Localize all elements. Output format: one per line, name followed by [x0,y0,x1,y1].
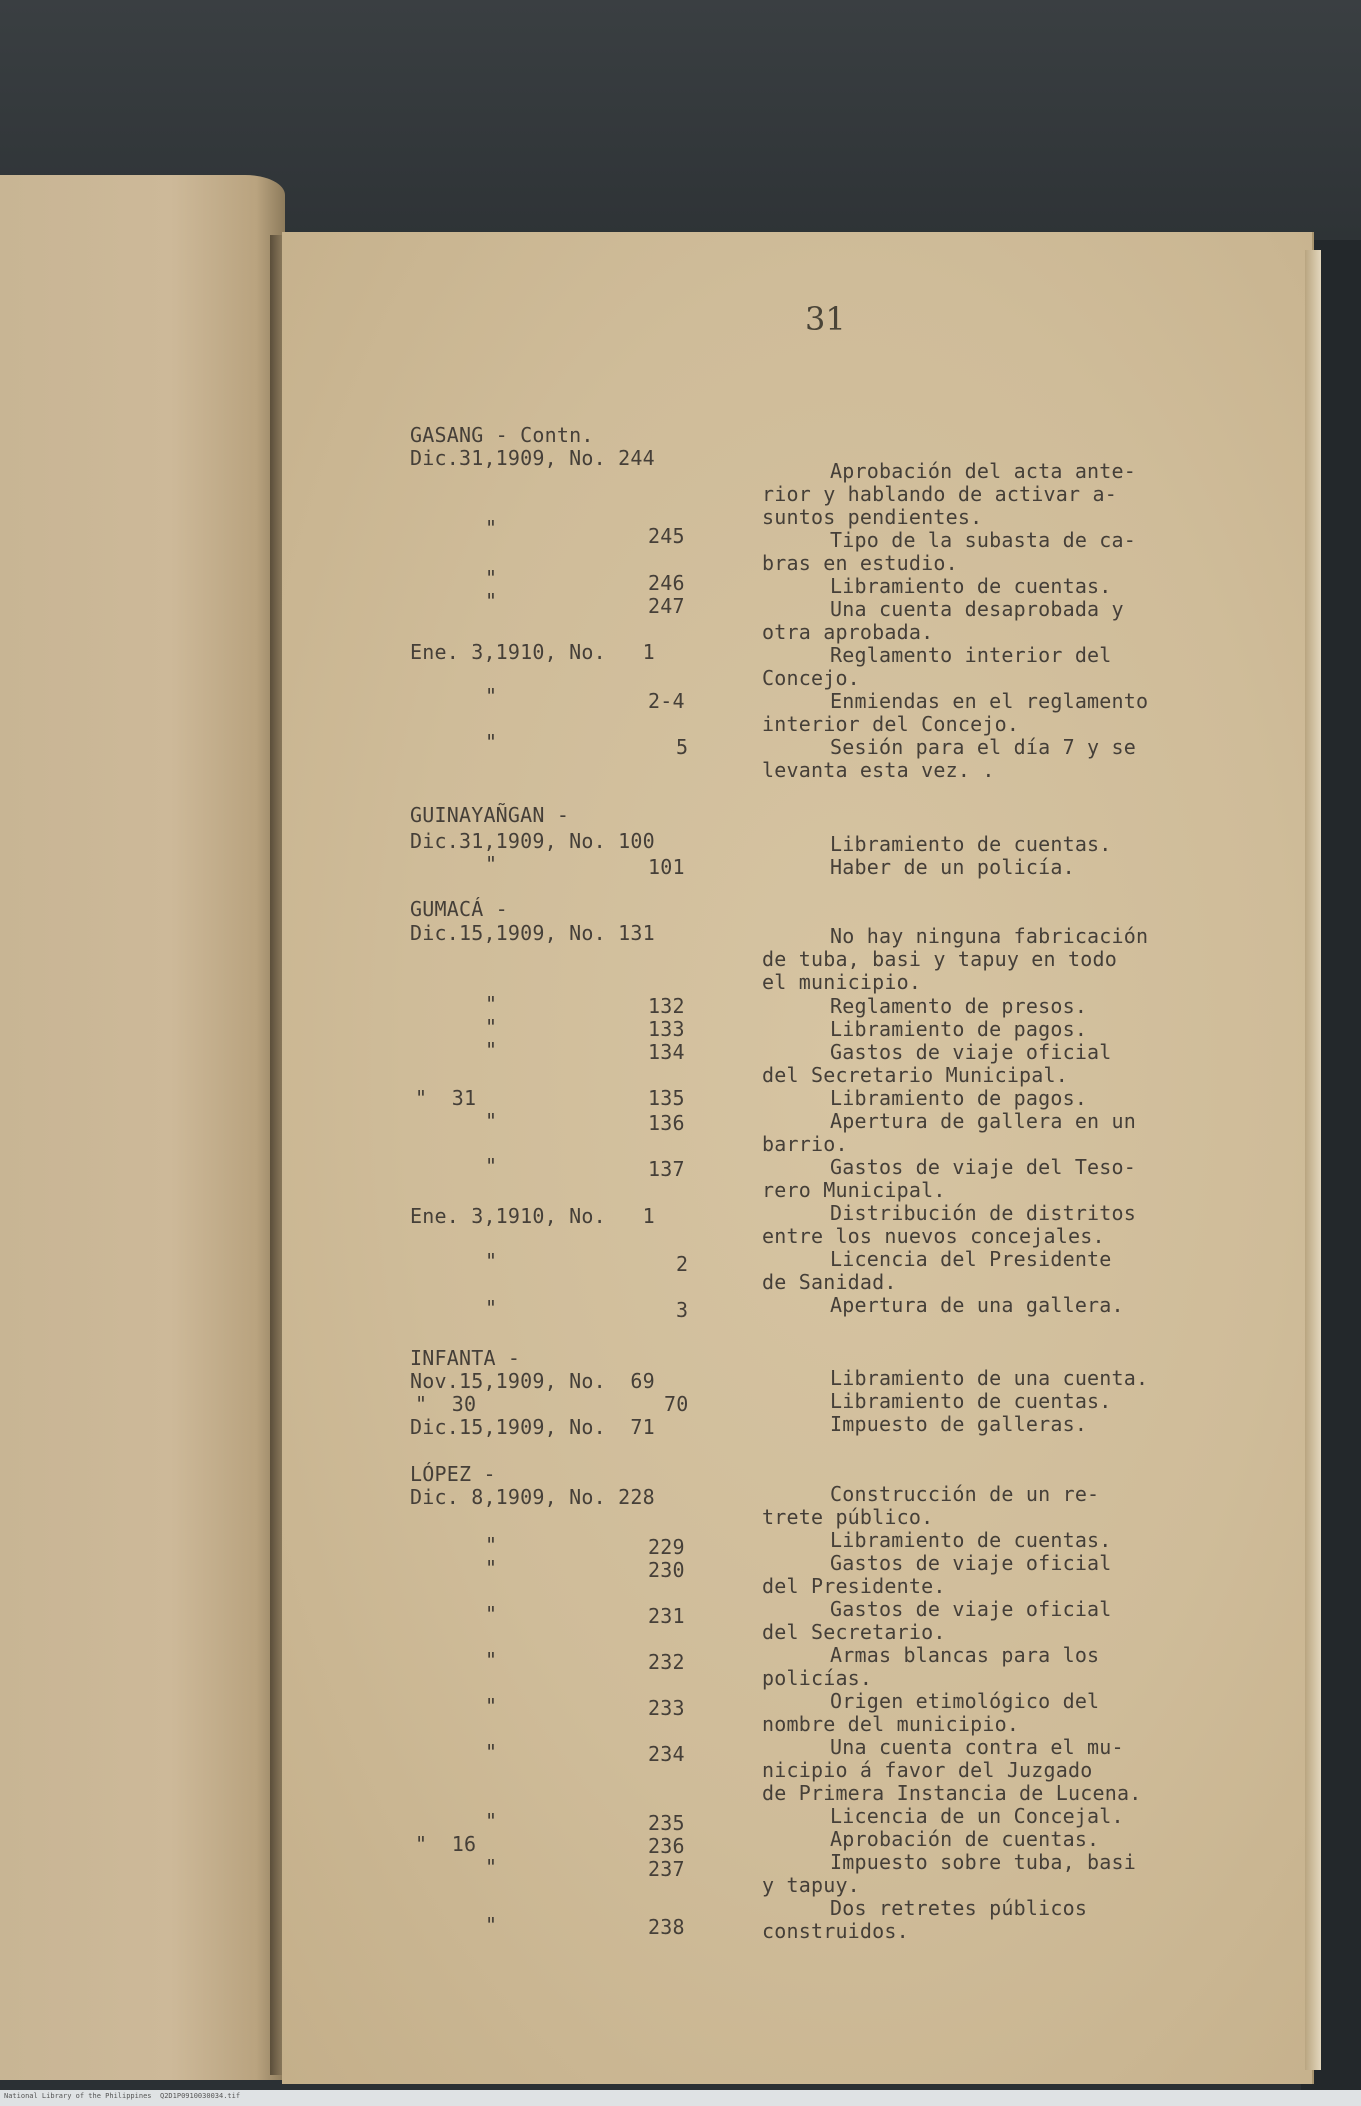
text-line: " [485,1109,498,1133]
text-line: Libramiento de pagos. [830,1086,1088,1110]
text-line: " [485,1533,498,1557]
text-line: GUMACÁ - [410,897,508,921]
text-line: Libramiento de cuentas. [830,1389,1112,1413]
text-line: " 30 [415,1392,477,1416]
text-line: rero Municipal. [762,1178,946,1202]
text-line: Una cuenta contra el mu- [830,1735,1124,1759]
text-line: Gastos de viaje oficial [830,1597,1112,1621]
text-line: Tipo de la subasta de ca- [830,528,1137,552]
text-line: 233 [648,1696,685,1720]
footer-filename: Q2D1P0910030034.tif [160,2092,241,2100]
text-line: el municipio. [762,970,922,994]
text-line: 230 [648,1558,685,1582]
text-line: 237 [648,1857,685,1881]
text-line: Dic. 8,1909, No. 228 [410,1485,655,1509]
text-line: " [485,852,498,876]
text-line: " [485,684,498,708]
text-line: trete público. [762,1505,934,1529]
text-line: Licencia de un Concejal. [830,1804,1124,1828]
text-line: Aprobación del acta ante- [830,459,1137,483]
text-line: " [485,516,498,540]
text-line: de tuba, basi y tapuy en todo [762,947,1117,971]
text-line: Aprobación de cuentas. [830,1827,1100,1851]
page-number: 31 [805,300,846,338]
text-line: " [485,1913,498,1937]
text-line: " [485,1694,498,1718]
text-line: 229 [648,1535,685,1559]
text-line: Dic.15,1909, No. 71 [410,1415,655,1439]
footer-archive-label: National Library of the Philippines [4,2092,152,2100]
text-line: Una cuenta desaprobada y [830,597,1124,621]
text-line: Dos retretes públicos [830,1896,1088,1920]
text-line: 234 [648,1742,685,1766]
text-line: Gastos de viaje oficial [830,1551,1112,1575]
text-line: Ene. 3,1910, No. 1 [410,640,655,664]
text-line: levanta esta vez. . [762,758,995,782]
text-line: 238 [648,1915,685,1939]
text-line: Libramiento de cuentas. [830,832,1112,856]
text-line: " 31 [415,1086,477,1110]
text-line: 236 [648,1834,685,1858]
text-line: " 16 [415,1832,477,1856]
text-line: interior del Concejo. [762,712,1020,736]
text-line: GASANG - Contn. [410,423,594,447]
text-line: " [485,1556,498,1580]
text-line: barrio. [762,1132,848,1156]
text-line: 137 [648,1157,685,1181]
text-line: 231 [648,1604,685,1628]
text-line: INFANTA - [410,1346,521,1370]
text-line: 2 [676,1252,689,1276]
text-line: Licencia del Presidente [830,1247,1112,1271]
text-line: " [485,1038,498,1062]
text-line: " [485,1740,498,1764]
text-line: 3 [676,1298,689,1322]
text-line: Gastos de viaje oficial [830,1040,1112,1064]
text-line: Ene. 3,1910, No. 1 [410,1204,655,1228]
text-line: Dic.15,1909, No. 131 [410,921,655,945]
text-line: 134 [648,1040,685,1064]
text-line: Impuesto de galleras. [830,1412,1088,1436]
text-line: 70 [664,1392,689,1416]
text-line: del Secretario Municipal. [762,1063,1069,1087]
text-line: " [485,992,498,1016]
text-line: Impuesto sobre tuba, basi [830,1850,1137,1874]
text-line: " [485,1809,498,1833]
text-line: Dic.31,1909, No. 100 [410,829,655,853]
text-line: entre los nuevos concejales. [762,1224,1105,1248]
text-line: " [485,1648,498,1672]
text-line: Sesión para el día 7 y se [830,735,1137,759]
text-line: Reglamento interior del [830,643,1112,667]
text-line: Origen etimológico del [830,1689,1100,1713]
text-line: 245 [648,524,685,548]
text-line: 246 [648,571,685,595]
text-line: 133 [648,1017,685,1041]
text-line: " [485,1249,498,1273]
text-line: 235 [648,1811,685,1835]
text-line: del Secretario. [762,1620,946,1644]
page-edge [1305,250,1321,2070]
text-line: nicipio á favor del Juzgado [762,1758,1093,1782]
text-line: y tapuy. [762,1873,860,1897]
text-line: Haber de un policía. [830,855,1075,879]
text-line: Reglamento de presos. [830,994,1088,1018]
text-line: " [485,1296,498,1320]
text-line: " [485,730,498,754]
text-line: construidos. [762,1919,909,1943]
text-line: bras en estudio. [762,551,958,575]
text-line: Enmiendas en el reglamento [830,689,1149,713]
text-line: " [485,1015,498,1039]
text-line: " [485,1154,498,1178]
text-line: 101 [648,855,685,879]
text-line: Libramiento de pagos. [830,1017,1088,1041]
text-line: Nov.15,1909, No. 69 [410,1369,655,1393]
text-line: " [485,566,498,590]
text-line: Distribución de distritos [830,1201,1137,1225]
text-line: 2-4 [648,689,685,713]
text-line: 232 [648,1650,685,1674]
left-page [0,175,285,2080]
text-line: de Sanidad. [762,1270,897,1294]
text-line: Apertura de gallera en un [830,1109,1137,1133]
text-line: rior y hablando de activar a- [762,482,1117,506]
text-line: " [485,1855,498,1879]
text-line: Concejo. [762,666,860,690]
text-line: Libramiento de cuentas. [830,574,1112,598]
text-line: de Primera Instancia de Lucena. [762,1781,1142,1805]
text-line: Libramiento de una cuenta. [830,1366,1149,1390]
text-line: " [485,1602,498,1626]
text-line: del Presidente. [762,1574,946,1598]
text-line: 247 [648,594,685,618]
text-line: Apertura de una gallera. [830,1293,1124,1317]
text-line: Construcción de un re- [830,1482,1100,1506]
text-line: 135 [648,1086,685,1110]
text-line: LÓPEZ - [410,1462,496,1486]
text-line: 136 [648,1111,685,1135]
text-line: Armas blancas para los [830,1643,1100,1667]
text-line: 132 [648,994,685,1018]
text-line: otra aprobada. [762,620,934,644]
text-line: No hay ninguna fabricación [830,924,1149,948]
text-line: Gastos de viaje del Teso- [830,1155,1137,1179]
text-line: 5 [676,735,689,759]
text-line: Libramiento de cuentas. [830,1528,1112,1552]
text-line: " [485,589,498,613]
text-line: policías. [762,1666,873,1690]
text-line: suntos pendientes. [762,505,983,529]
text-line: nombre del municipio. [762,1712,1020,1736]
text-line: Dic.31,1909, No. 244 [410,446,655,470]
text-line: GUINAYAÑGAN - [410,803,570,827]
